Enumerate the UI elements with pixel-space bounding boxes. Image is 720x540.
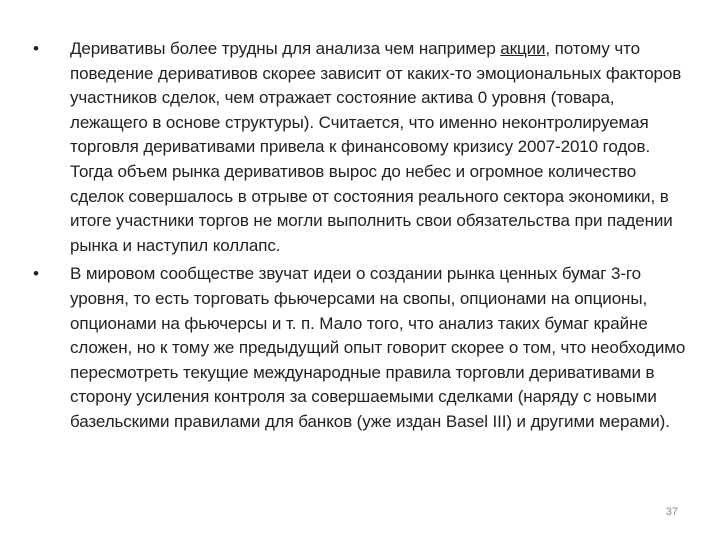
bullet-item-third-level-market <box>33 262 688 434</box>
bullet-text: В мировом сообществе звучат идеи о создании рынка ценных бумаг 3-го уровня, то есть торговать фьючерсами на свопы, опционами на опционы, опционами на фьючерсы и т. п. Мало того, что анализ таких бумаг крайне сложен, но к тому же предыдущий опыт говорит скорее о том, что необходимо пересмотреть текущие международные правила торговли деривативами в сторону усиления контроля за совершаемыми сделками (наряду с новыми базельскими правилами для банков (уже издан Basel III) и другими мерами). <box>70 264 686 431</box>
bullet-text-start: Деривативы более трудны для анализа чем например <box>70 39 501 58</box>
bullet-item-derivatives-analysis <box>33 37 688 258</box>
bullet-marker: • <box>33 39 39 58</box>
bullet-text-end: , потому что поведение деривативов скорее зависит от каких-то эмоциональных факторов участников сделок, чем отражает состояние актива 0 уровня (товара, лежащего в основе структуры). Считается, что именно неконтролируемая торговля деривативами привела к финансовому кризису 2007-2010 годов. Тогда объем рынка деривативов вырос до небес и огромное количество сделок совершалось в отрыве от состояния реального сектора экономики, в итоге участники торгов не могли выполнить свои обязательства при падении рынка и наступил коллапс. <box>70 39 682 255</box>
stocks-link[interactable]: акции <box>500 39 546 58</box>
bullet-marker: • <box>33 264 39 284</box>
bullet-list <box>33 37 688 439</box>
page-number: 37 <box>665 506 678 518</box>
